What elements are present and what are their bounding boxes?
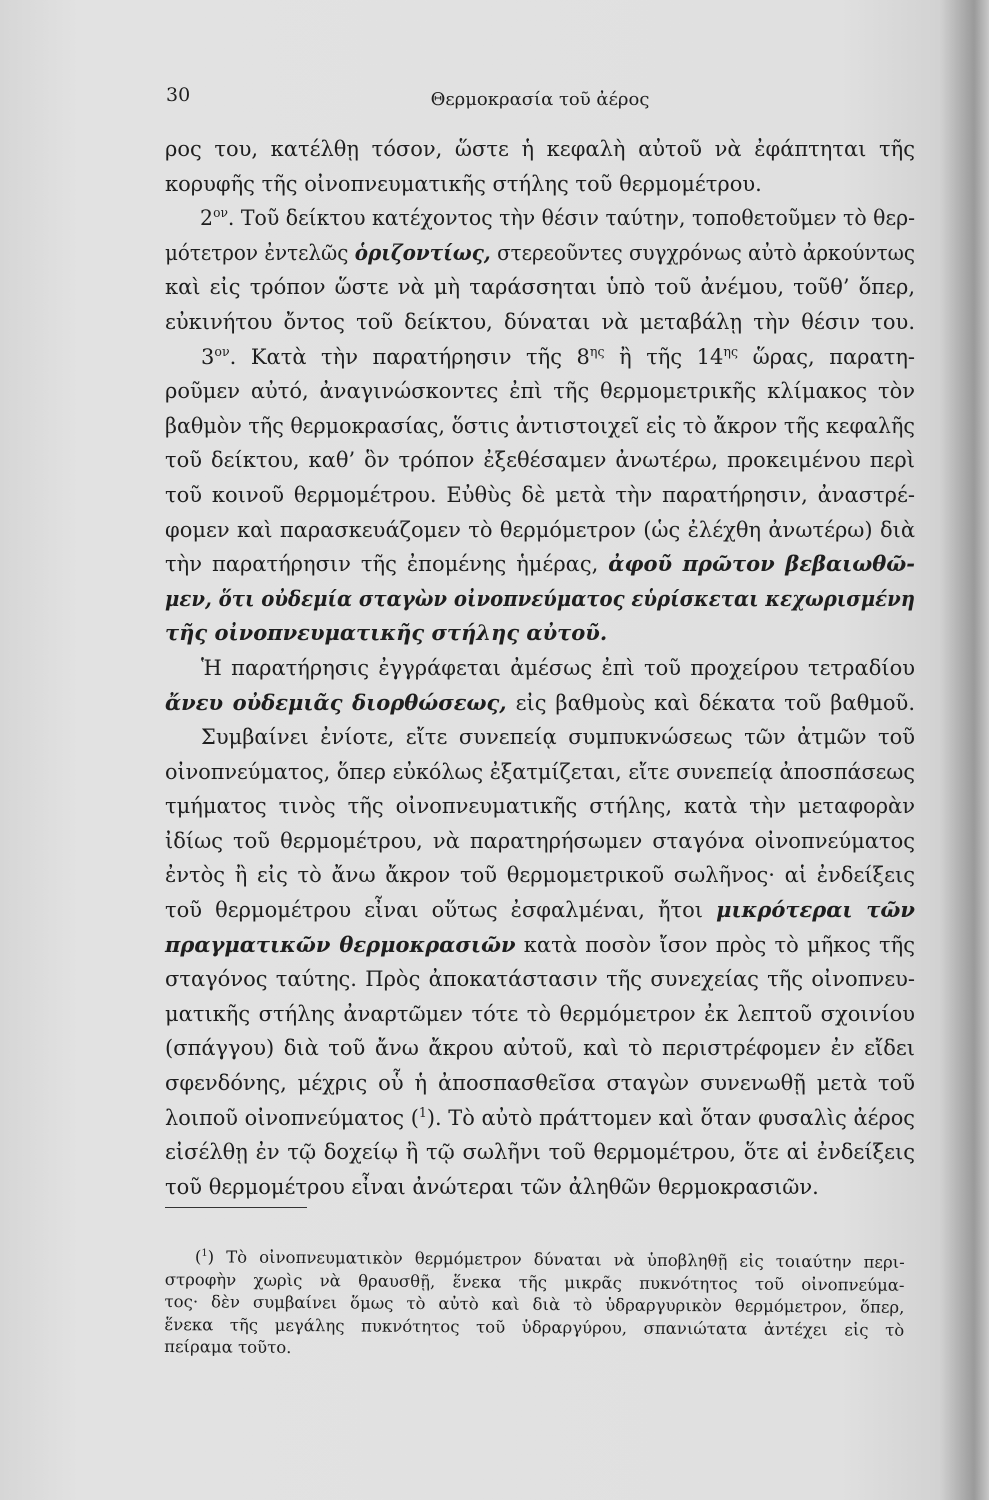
text-segment: στροφὴν χωρὶς νὰ θραυσθῇ, ἕνεκα τῆς μικρᾶς πυκνότητος τοῦ οἰνοπνεύμα- (164, 1269, 905, 1295)
text-line-content (165, 755, 915, 790)
text-line-content (165, 824, 915, 859)
text-line (165, 340, 915, 375)
text-line-content (165, 686, 915, 721)
emphasized-text: ἀφοῦ πρῶτον βεβαιωθῶ- (608, 551, 916, 577)
text-line-content (165, 789, 915, 824)
text-segment: ) Τὸ οἰνοπνευματικὸν θερμόμετρον δύναται νὰ ὑποβληθῇ εἰς τοιαύτην περι- (207, 1247, 905, 1272)
text-segment: τὴν παρατήρησιν τῆς ἐπομένης ἡμέρας, (165, 552, 609, 577)
text-line (164, 1336, 904, 1364)
text-line-content (165, 616, 607, 651)
running-title: Θερμοκρασία τοῦ ἀέρος (430, 89, 650, 110)
text-segment: ( (194, 1247, 202, 1267)
text-segment: . Τοῦ δείκτου κατέχοντος τὴν θέσιν ταύτην, τοποθετοῦμεν τὸ θερ- (227, 206, 915, 231)
superscript: ης (589, 343, 605, 359)
text-line-content (165, 893, 915, 928)
text-segment: τοῦ κοινοῦ θερμομέτρου. Εὐθὺς δὲ μετὰ τὴν παρατήρησιν, ἀναστρέ- (165, 482, 915, 507)
text-segment: τοῦ θερμομέτρου εἶναι ἀνώτεραι τῶν ἀληθῶν θερμοκρασιῶν. (165, 1174, 819, 1199)
text-segment: . Κατὰ τὴν παρατήρησιν τῆς 8 (229, 344, 590, 369)
body-text (165, 132, 915, 1204)
text-segment: κατὰ ποσὸν ἴσον πρὸς τὸ μῆκος τῆς (515, 932, 916, 957)
text-line (165, 755, 915, 790)
text-line-content (165, 1101, 915, 1136)
text-line (165, 513, 915, 548)
text-line-content (165, 928, 915, 963)
text-line-content (165, 1066, 915, 1101)
text-segment: τμήματος τινὸς τῆς οἰνοπνευματικῆς στήλης, κατὰ τὴν μεταφορὰν (165, 794, 915, 819)
text-line-content (165, 997, 915, 1032)
text-line (165, 1031, 915, 1066)
text-line-content (165, 1031, 915, 1066)
text-segment: 3 (201, 344, 215, 369)
text-segment: τοῦ θερμομέτρου εἶναι οὕτως ἐσφαλμέναι, ἤτοι (165, 898, 717, 923)
text-segment: 2 (200, 206, 214, 231)
text-segment: οἰνοπνεύματος, ὅπερ εὐκόλως ἐξατμίζεται, εἴτε συνεπείᾳ ἀποσπάσεως (165, 759, 915, 784)
emphasized-text: ὁριζοντίως, (354, 239, 491, 265)
text-line (165, 132, 915, 167)
text-segment: ). Τὸ αὐτὸ πράττομεν καὶ ὅταν φυσαλὶς ἀέρος (426, 1105, 915, 1130)
text-line (165, 1066, 915, 1101)
text-line-content (165, 720, 915, 755)
text-line (165, 858, 915, 893)
text-segment: σφενδόνης, μέχρις οὗ ἡ ἀποσπασθεῖσα σταγὼν συνενωθῇ μετὰ τοῦ (165, 1071, 915, 1096)
text-line (165, 305, 915, 340)
text-segment: τος· δὲν συμβαίνει ὅμως τὸ αὐτὸ καὶ διὰ τὸ ὑδραργυρικὸν θερμόμετρον, ὅπερ, (164, 1292, 905, 1317)
text-line-content (165, 443, 915, 478)
text-line (165, 962, 915, 997)
text-line-content (165, 582, 915, 617)
text-line-content (165, 340, 915, 375)
text-line-content (165, 478, 915, 513)
text-segment: ἐντὸς ἢ εἰς τὸ ἄνω ἄκρον τοῦ θερμομετρικοῦ σωλῆνος· αἱ ἐνδείξεις (165, 863, 915, 888)
text-line (165, 1170, 915, 1205)
text-line-content (165, 236, 915, 271)
superscript: ον (214, 343, 230, 359)
text-segment: εἰς βαθμοὺς καὶ δέκατα τοῦ βαθμοῦ. (506, 690, 915, 715)
text-line (165, 720, 915, 755)
text-segment: ματικῆς στήλης ἀναρτῶμεν τότε τὸ θερμόμετρον ἐκ λεπτοῦ σχοινίου (165, 1001, 915, 1026)
text-line (165, 686, 915, 721)
text-segment: λοιποῦ οἰνοπνεύματος ( (165, 1105, 419, 1130)
text-segment: Ἡ παρατήρησις ἐγγράφεται ἀμέσως ἐπὶ τοῦ προχείρου τετραδίου (201, 655, 915, 680)
footnotes (164, 1246, 905, 1365)
text-line-content (165, 1135, 915, 1170)
emphasized-text: μεν, ὅτι οὐδεμία σταγὼν οἰνοπνεύματος εὑρίσκεται κεχωρισμένη (165, 585, 915, 611)
text-line (165, 167, 915, 202)
text-line (165, 443, 915, 478)
text-line-content (165, 167, 762, 202)
text-line-content (165, 651, 915, 686)
emphasized-text: πραγματικῶν θερμοκρασιῶν (165, 931, 516, 957)
text-segment: τοῦ δείκτου, καθ’ ὃν τρόπον ἐξεθέσαμεν ἀνωτέρω, προκειμένου περὶ (165, 448, 915, 473)
text-segment: βαθμὸν τῆς θερμοκρασίας, ὅστις ἀντιστοιχεῖ εἰς τὸ ἄκρον τῆς κεφαλῆς (165, 413, 915, 438)
text-segment: μότετρον ἐντελῶς (165, 240, 355, 265)
text-segment: ρος του, κατέλθῃ τόσον, ὥστε ἡ κεφαλὴ αὐτοῦ νὰ ἐφάπτηται τῆς (165, 137, 915, 161)
text-line (165, 201, 915, 236)
text-line (165, 478, 915, 513)
text-line-content (165, 1170, 819, 1205)
text-segment: εἰσέλθῃ ἐν τῷ δοχείῳ ἢ τῷ σωλῆνι τοῦ θερμομέτρου, ὅτε αἱ ἐνδείξεις (165, 1140, 915, 1165)
text-segment: πείραμα τοῦτο. (164, 1337, 292, 1358)
text-line (165, 409, 915, 444)
text-segment: εὐκινήτου ὄντος τοῦ δείκτου, δύναται νὰ μεταβάλῃ τὴν θέσιν του. (165, 309, 915, 334)
text-segment: (σπάγγου) διὰ τοῦ ἄνω ἄκρου αὐτοῦ, καὶ τὸ περιστρέφομεν ἐν εἴδει (165, 1036, 915, 1061)
text-line-content (165, 547, 915, 582)
emphasized-text: τῆς οἰνοπνευματικῆς στήλης αὐτοῦ. (165, 620, 608, 646)
superscript: ης (723, 343, 739, 359)
text-line-content (165, 374, 915, 409)
text-line (165, 789, 915, 824)
text-line (165, 236, 915, 271)
text-line (165, 651, 915, 686)
text-line-content (165, 962, 915, 997)
emphasized-text: μικρότεραι τῶν (716, 897, 915, 923)
text-line (165, 547, 915, 582)
text-line-content (165, 409, 915, 444)
text-segment: ἢ τῆς 14 (604, 344, 724, 369)
text-line-content (165, 513, 915, 548)
text-segment: ροῦμεν αὐτό, ἀναγινώσκοντες ἐπὶ τῆς θερμομετρικῆς κλίμακος τὸν (165, 379, 915, 404)
text-line (165, 582, 915, 617)
footnote-divider (165, 1207, 307, 1208)
text-line-content (165, 305, 915, 340)
text-line (165, 374, 915, 409)
text-line (165, 270, 915, 305)
superscript: 1 (418, 1104, 427, 1120)
text-line (165, 824, 915, 859)
text-segment: ὥρας, παρατη- (738, 344, 915, 369)
page-number: 30 (166, 84, 191, 106)
text-line (165, 928, 915, 963)
text-line (165, 1101, 915, 1136)
emphasized-text: ἄνευ οὐδεμιᾶς διορθώσεως, (165, 689, 507, 715)
superscript: 1 (201, 1247, 208, 1259)
text-segment: σταγόνος ταύτης. Πρὸς ἀποκατάστασιν τῆς συνεχείας τῆς οἰνοπνευ- (165, 967, 915, 992)
text-segment: ἕνεκα τῆς μεγάλης πυκνότητος τοῦ ὑδραργύρου, σπανιώτατα ἀντέχει εἰς τὸ (164, 1314, 905, 1340)
text-segment: καὶ εἰς τρόπον ὥστε νὰ μὴ ταράσσηται ὑπὸ τοῦ ἀνέμου, τοῦθ’ ὅπερ, (165, 275, 915, 300)
text-line (165, 616, 915, 651)
superscript: ον (213, 205, 228, 220)
text-segment: στερεοῦντες συγχρόνως αὐτὸ ἀρκούντως (490, 240, 915, 265)
text-line (165, 893, 915, 928)
text-line (165, 1135, 915, 1170)
text-segment: ἰδίως τοῦ θερμομέτρου, νὰ παρατηρήσωμεν σταγόνα οἰνοπνεύματος (165, 828, 915, 853)
text-line (165, 997, 915, 1032)
text-line-content (165, 201, 915, 236)
text-segment: κορυφῆς τῆς οἰνοπνευματικῆς στήλης τοῦ θερμομέτρου. (165, 171, 762, 196)
text-line-content (165, 270, 915, 305)
text-line-content (165, 132, 915, 167)
text-line-content (165, 858, 915, 893)
text-segment: Συμβαίνει ἐνίοτε, εἴτε συνεπείᾳ συμπυκνώσεως τῶν ἀτμῶν τοῦ (201, 725, 915, 750)
text-segment: φομεν καὶ παρασκευάζομεν τὸ θερμόμετρον (ὡς ἐλέχθη ἀνωτέρω) διὰ (165, 517, 915, 542)
text-line-content (164, 1336, 291, 1360)
